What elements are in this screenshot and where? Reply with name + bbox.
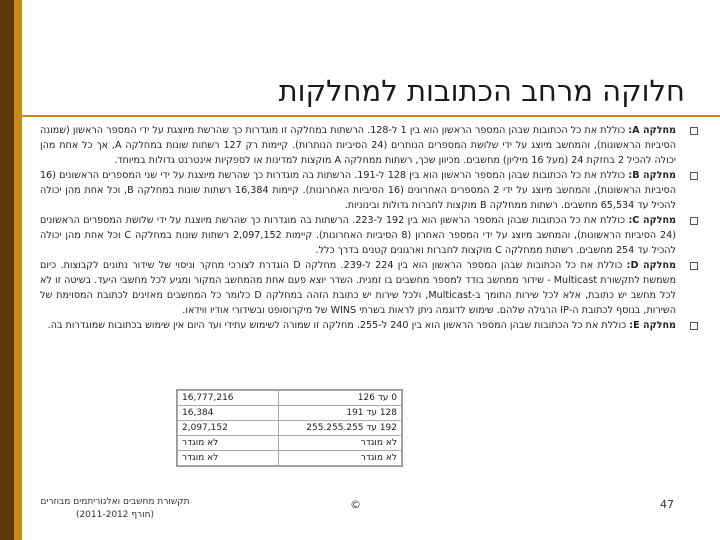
footer-course [40,496,190,522]
bullet-item-class-d [40,258,700,318]
bullet-item-class-e [40,318,700,333]
table-cell-range: לא מוגדר [278,436,401,451]
table-cell-count: לא מוגדר [178,436,279,451]
table-row [178,391,402,406]
table-cell-count: 16,384 [178,406,279,421]
sidebar-accent-stripe [14,0,22,540]
slide-content [40,123,700,333]
bullet-item-class-c [40,213,700,258]
bullet-item-text: כוללת את כל הכתובות שבהן המספר הראשון הוא בין 128 ל-191. הרשתות בה מוגדרות כך שהרשת מיוצגת על ידי שני המספרים הראשונים (16 הסיביות הראשונות), והמחשב מיוצג על ידי 2 המספרים האחרונים (16 הסיביות האחרונות). קיימות 16,384 רשתות שונות במחלקה B, וכל אחת מהן יכולה להכיל עד 65,534 מחשבים. רשתות ממחלקה B מוקצות לחברות גדולות ובינוניות. [40,170,677,211]
bullet-item-title: מחלקה E: [629,320,676,331]
square-bullet-icon [690,217,698,225]
table-cell-range: 0 עד 126 [278,391,401,406]
table-row [178,421,402,436]
bullet-item-text: כוללת את כל הכתובות שבהן המספר הראשון הוא בין 1 ל-128. הרשתות במחלקה זו מוגדרות כך שהרשת מיוצגת על ידי המספר הראשון (שמונה הסיביות הראשונות), והמחשב מיוצג על ידי שלושת המספרים הנותרים (24 הסיביות הנותרות). קיימות רק 127 רשתות שונות במחלקה A, אך כל אחת מהן יכולה להכיל 2 בחזקת 24 (מעל 16 מיליון) מחשבים. מכיוון שכך, רשתות ממחלקה A מוקצות למדינות או לספקיות אינטרנט גדולות במיוחד. [40,125,676,166]
bullet-item-title: מחלקה D: [626,260,676,271]
address-class-table [176,389,403,467]
table-row [178,451,402,466]
square-bullet-icon [690,172,698,180]
bullet-item-title: מחלקה B: [628,170,676,181]
slide-title: חלוקה מרחב הכתובות למחלקות [278,74,685,108]
title-divider [22,115,720,117]
table-cell-range: 128 עד 191 [278,406,401,421]
square-bullet-icon [690,322,698,330]
address-class-table-grid [177,390,402,466]
bullet-item-class-a [40,123,700,168]
sidebar-dark-stripe [0,0,14,540]
bullet-item-text: כוללת את כל הכתובות שבהן המספר הראשון הוא בין 192 ל-223. הרשתות בה מוגדרות כך שהרשת מיוצגת על ידי שלושת המספרים הראשונים (24 הסיביות הראשונות), והמחשב מיוצג על ידי המספר האחרון (8 הסיביות האחרונות). קיימות 2,097,152 רשתות שונות במחלקה C וכל אחת מהן יכולה להכיל עד 254 מחשבים. רשתות ממחלקה C מוקצות לחברות וארגונים קטנים בדרך כלל. [40,215,676,256]
square-bullet-icon [690,127,698,135]
bullet-item-title: מחלקה A: [628,125,676,136]
bullet-item-title: מחלקה C: [628,215,677,226]
table-cell-count: לא מוגדר [178,451,279,466]
footer-course-name: תקשורת מחשבים ואלגוריתמים מבוזרים [40,497,190,507]
table-cell-range: 192 עד 255.255.255 [278,421,401,436]
table-row [178,406,402,421]
square-bullet-icon [690,262,698,270]
table-cell-range: לא מוגדר [278,451,401,466]
bullet-item-text: כוללת את כל הכתובות שבהן המספר הראשון הוא בין 224 ל-239. מחלקה D הוגדרת לצורכי מחקר וניסוי של שידור נתונים לקבוצות. כיום משמשת לתקשורת Multicast - שידור ממחשב בודד למספר מחשבים בו זמנית. השדר יוצא פעם אחת מהמחשב המקור ומגיע לכל מחשבי היעד. בשיטה זו לא לכל מחשב יש כתובת, אלא לכל שירות התומך ב-Multicast, ולכל שירות יש כתובת הזהה במחלקה D כלומר כל המחשבים מאזינים לכתובת המסוימת של השירות, בנוסף לכתובת ה-IP הרגילה שלהם. שימוש לדוגמה ניתן לראות בשרתי WINS של מיקרוסופט ובשידורי אודיו ווידאו. [40,260,676,316]
bullet-item-class-b [40,168,700,213]
footer-course-term: (חורף 2011-2012) [75,510,155,520]
bullet-item-text: כוללת את כל הכתובות שבהן המספר הראשון הוא בין 240 ל-255. מחלקה זו שמורה לשימוש עתידי ועד היום אין שימוש בכתובות שמוגדרות בה. [47,320,630,331]
table-row [178,436,402,451]
table-cell-count: 2,097,152 [178,421,279,436]
page-number: 47 [660,498,674,511]
table-cell-count: 16,777,216 [178,391,279,406]
copyright-icon: © [350,498,361,511]
